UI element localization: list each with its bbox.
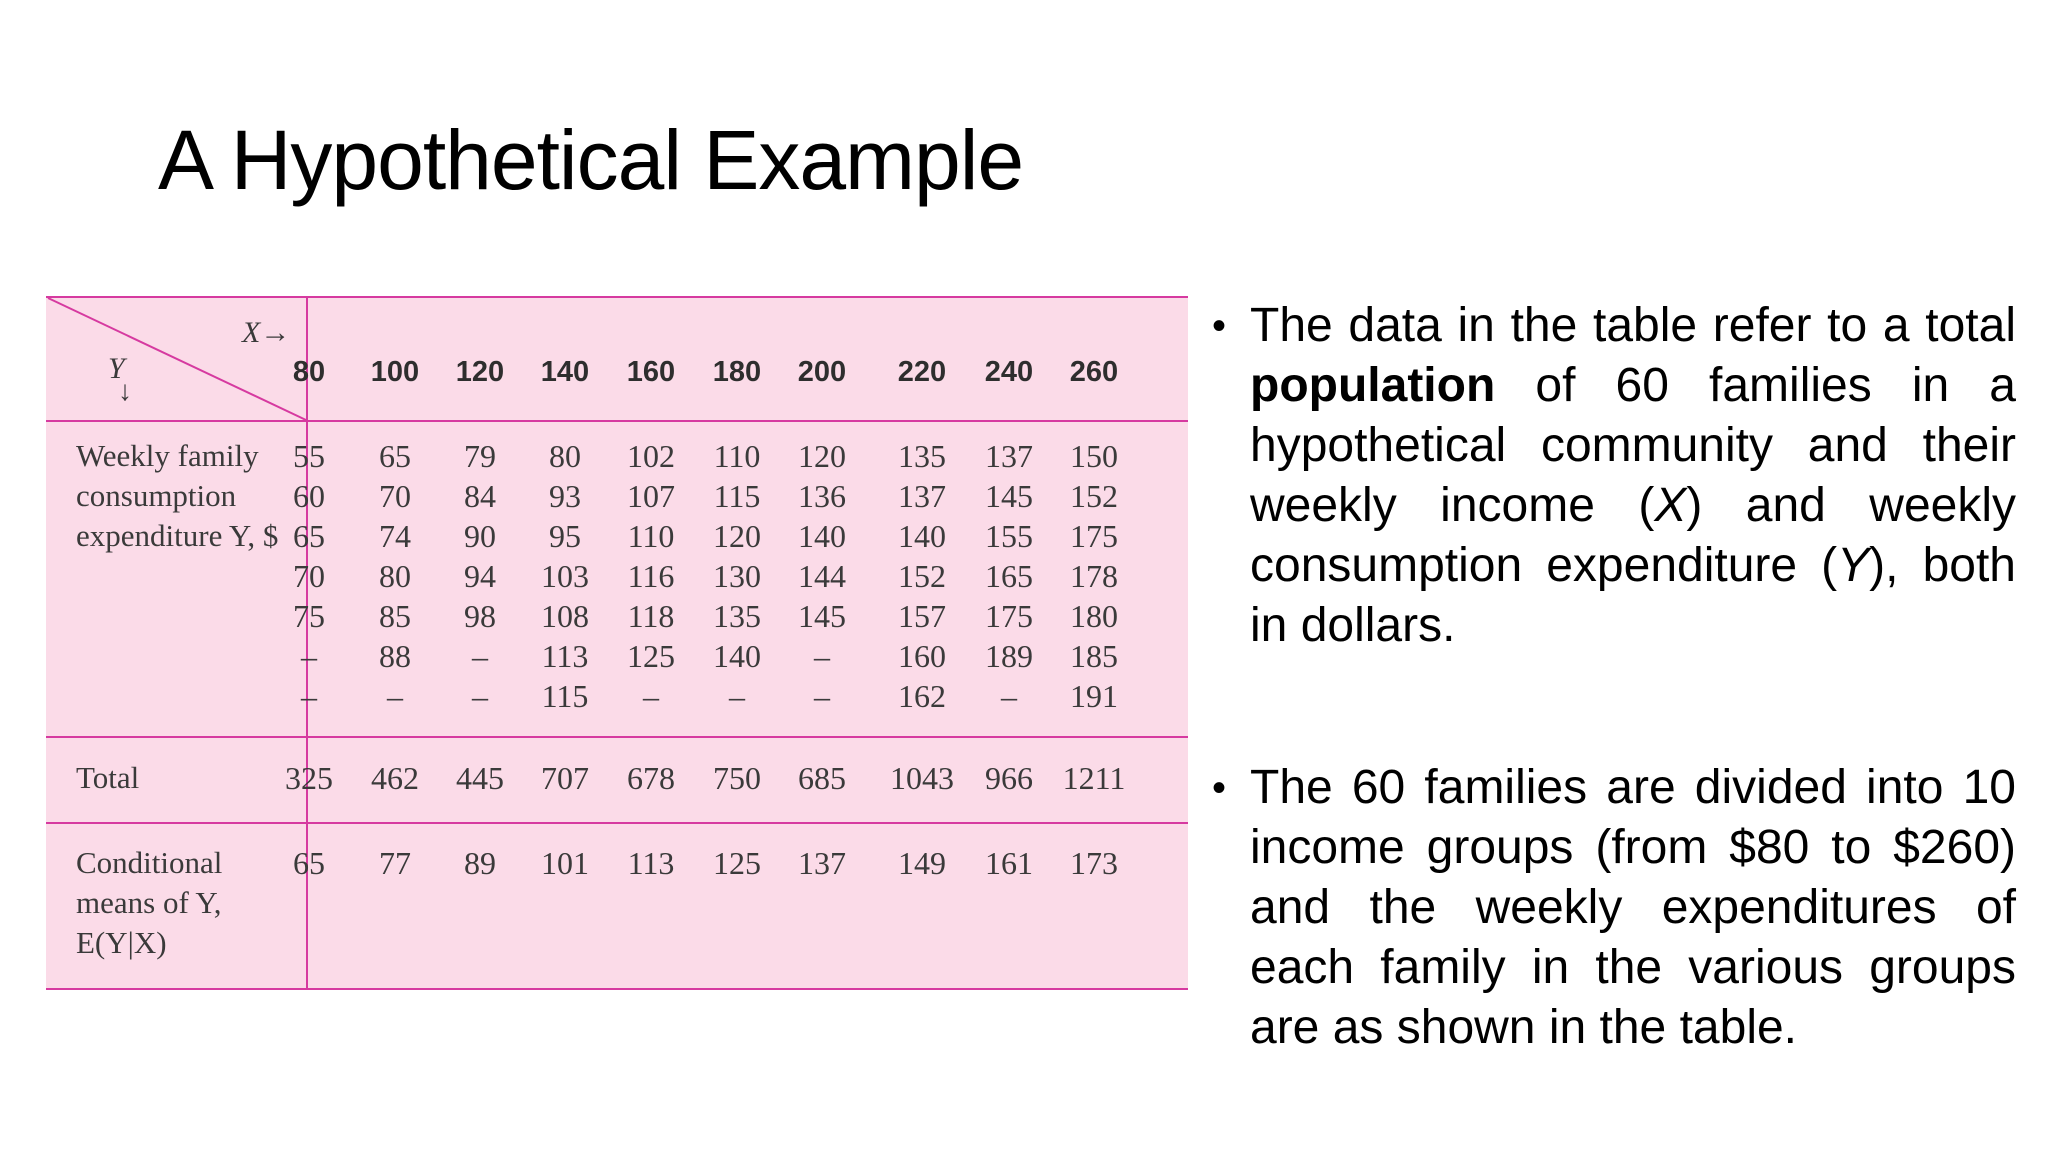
- conditional-mean-cell: 125: [713, 845, 761, 881]
- row-label-consumption: Weekly family consumption expenditure Y, $: [76, 438, 279, 553]
- table-cell: 95: [549, 518, 581, 554]
- conditional-mean-cell: 161: [985, 845, 1033, 881]
- y-axis-label: Y: [108, 352, 125, 385]
- table-cell: 75: [293, 598, 325, 634]
- consumption-column: [530, 436, 600, 716]
- column-header-x: 220: [897, 356, 947, 388]
- table-cell: –: [814, 638, 830, 674]
- total-cell: 966: [985, 760, 1033, 796]
- total-rule: [46, 736, 1188, 738]
- data-table: [46, 296, 1188, 990]
- bullet-marker: •: [1212, 766, 1227, 810]
- table-cell: 175: [1070, 518, 1118, 554]
- table-cell: 144: [798, 558, 846, 594]
- table-cell: 145: [798, 598, 846, 634]
- table-cell: 108: [541, 598, 589, 634]
- column-header-x: 120: [455, 356, 505, 388]
- table-cell: 175: [985, 598, 1033, 634]
- table-cell: 70: [379, 478, 411, 514]
- total-cell: 445: [456, 760, 504, 796]
- table-cell: 65: [379, 438, 411, 474]
- table-cell: 189: [985, 638, 1033, 674]
- table-cell: –: [472, 638, 488, 674]
- column-header-x: 100: [370, 356, 420, 388]
- table-cell: 115: [541, 678, 589, 714]
- slide-title: A Hypothetical Example: [158, 113, 1024, 207]
- conditional-mean-cell: 113: [627, 845, 675, 881]
- table-cell: 140: [798, 518, 846, 554]
- table-cell: 93: [549, 478, 581, 514]
- means-rule: [46, 822, 1188, 824]
- table-cell: 90: [464, 518, 496, 554]
- conditional-mean-cell: 173: [1070, 845, 1118, 881]
- table-cell: 125: [627, 638, 675, 674]
- table-cell: 102: [627, 438, 675, 474]
- table-cell: 74: [379, 518, 411, 554]
- column-header-x: 80: [292, 356, 326, 388]
- total-cell: 1211: [1062, 760, 1126, 796]
- table-cell: 94: [464, 558, 496, 594]
- table-cell: 185: [1070, 638, 1118, 674]
- table-cell: 165: [985, 558, 1033, 594]
- table-bottom-rule: [46, 988, 1188, 990]
- table-cell: 162: [898, 678, 946, 714]
- table-cell: 70: [293, 558, 325, 594]
- consumption-column: [702, 436, 772, 716]
- column-header-x: 200: [797, 356, 847, 388]
- table-cell: 160: [898, 638, 946, 674]
- table-cell: 180: [1070, 598, 1118, 634]
- table-cell: 135: [713, 598, 761, 634]
- table-cell: 140: [713, 638, 761, 674]
- table-cell: 140: [898, 518, 946, 554]
- down-arrow-icon: ↓: [118, 376, 132, 407]
- column-header-x: 260: [1069, 356, 1119, 388]
- total-cell: 685: [798, 760, 846, 796]
- table-cell: 80: [549, 438, 581, 474]
- table-cell: 80: [379, 558, 411, 594]
- table-cell: 152: [898, 558, 946, 594]
- table-cell: –: [729, 678, 745, 714]
- consumption-column: [787, 436, 857, 716]
- table-cell: 113: [541, 638, 589, 674]
- table-cell: 55: [293, 438, 325, 474]
- table-cell: 178: [1070, 558, 1118, 594]
- consumption-column: [974, 436, 1044, 716]
- table-cell: 152: [1070, 478, 1118, 514]
- column-header-x: 240: [984, 356, 1034, 388]
- table-cell: 155: [985, 518, 1033, 554]
- column-header-x: 160: [626, 356, 676, 388]
- consumption-column: [445, 436, 515, 716]
- table-cell: 110: [627, 518, 675, 554]
- table-cell: 79: [464, 438, 496, 474]
- conditional-mean-cell: 65: [293, 845, 325, 881]
- table-cell: 157: [898, 598, 946, 634]
- corner-diagonal: [46, 296, 308, 422]
- consumption-column: [887, 436, 957, 716]
- table-cell: –: [814, 678, 830, 714]
- total-cell: 678: [627, 760, 675, 796]
- conditional-mean-cell: 137: [798, 845, 846, 881]
- table-cell: –: [472, 678, 488, 714]
- bullet-income-groups: • The 60 families are divided into 10 income groups (from $80 to $260) and the weekly expenditures of each family in the various groups are as shown in the table.: [1250, 758, 2016, 1058]
- conditional-mean-cell: 77: [379, 845, 411, 881]
- bullet-population: • The data in the table refer to a total population of 60 families in a hypothetical community and their weekly income (X) and weekly consumption expenditure (Y), both in dollars.: [1250, 296, 2016, 656]
- table-cell: 136: [798, 478, 846, 514]
- total-cell: 707: [541, 760, 589, 796]
- column-header-x: 140: [540, 356, 590, 388]
- table-cell: 120: [798, 438, 846, 474]
- row-label-means: Conditional means of Y, E(Y|X): [76, 845, 223, 960]
- table-cell: 107: [627, 478, 675, 514]
- total-cell: 750: [713, 760, 761, 796]
- conditional-mean-cell: 149: [898, 845, 946, 881]
- table-cell: –: [387, 678, 403, 714]
- table-cell: 150: [1070, 438, 1118, 474]
- table-cell: 103: [541, 558, 589, 594]
- table-cell: –: [643, 678, 659, 714]
- table-cell: 120: [713, 518, 761, 554]
- conditional-mean-cell: 101: [541, 845, 589, 881]
- total-cell: 325: [285, 760, 333, 796]
- total-cell: 462: [371, 760, 419, 796]
- table-cell: –: [301, 638, 317, 674]
- row-label-total: Total: [76, 760, 140, 795]
- table-cell: –: [301, 678, 317, 714]
- table-cell: 116: [627, 558, 675, 594]
- table-cell: 130: [713, 558, 761, 594]
- consumption-column: [274, 436, 344, 716]
- table-cell: 88: [379, 638, 411, 674]
- consumption-column: [616, 436, 686, 716]
- table-cell: 191: [1070, 678, 1118, 714]
- consumption-column: [360, 436, 430, 716]
- table-cell: 65: [293, 518, 325, 554]
- column-header-x: 180: [712, 356, 762, 388]
- table-cell: 137: [898, 478, 946, 514]
- table-cell: 60: [293, 478, 325, 514]
- table-cell: 118: [627, 598, 675, 634]
- conditional-mean-cell: 89: [464, 845, 496, 881]
- table-cell: 137: [985, 438, 1033, 474]
- table-cell: 135: [898, 438, 946, 474]
- table-cell: 115: [713, 478, 761, 514]
- table-cell: –: [1001, 678, 1017, 714]
- table-cell: 85: [379, 598, 411, 634]
- table-cell: 84: [464, 478, 496, 514]
- total-cell: 1043: [890, 760, 954, 796]
- consumption-column: [1059, 436, 1129, 716]
- table-cell: 98: [464, 598, 496, 634]
- x-axis-label: X→: [242, 316, 291, 349]
- bullet-marker: •: [1212, 304, 1227, 348]
- table-cell: 145: [985, 478, 1033, 514]
- table-cell: 110: [713, 438, 761, 474]
